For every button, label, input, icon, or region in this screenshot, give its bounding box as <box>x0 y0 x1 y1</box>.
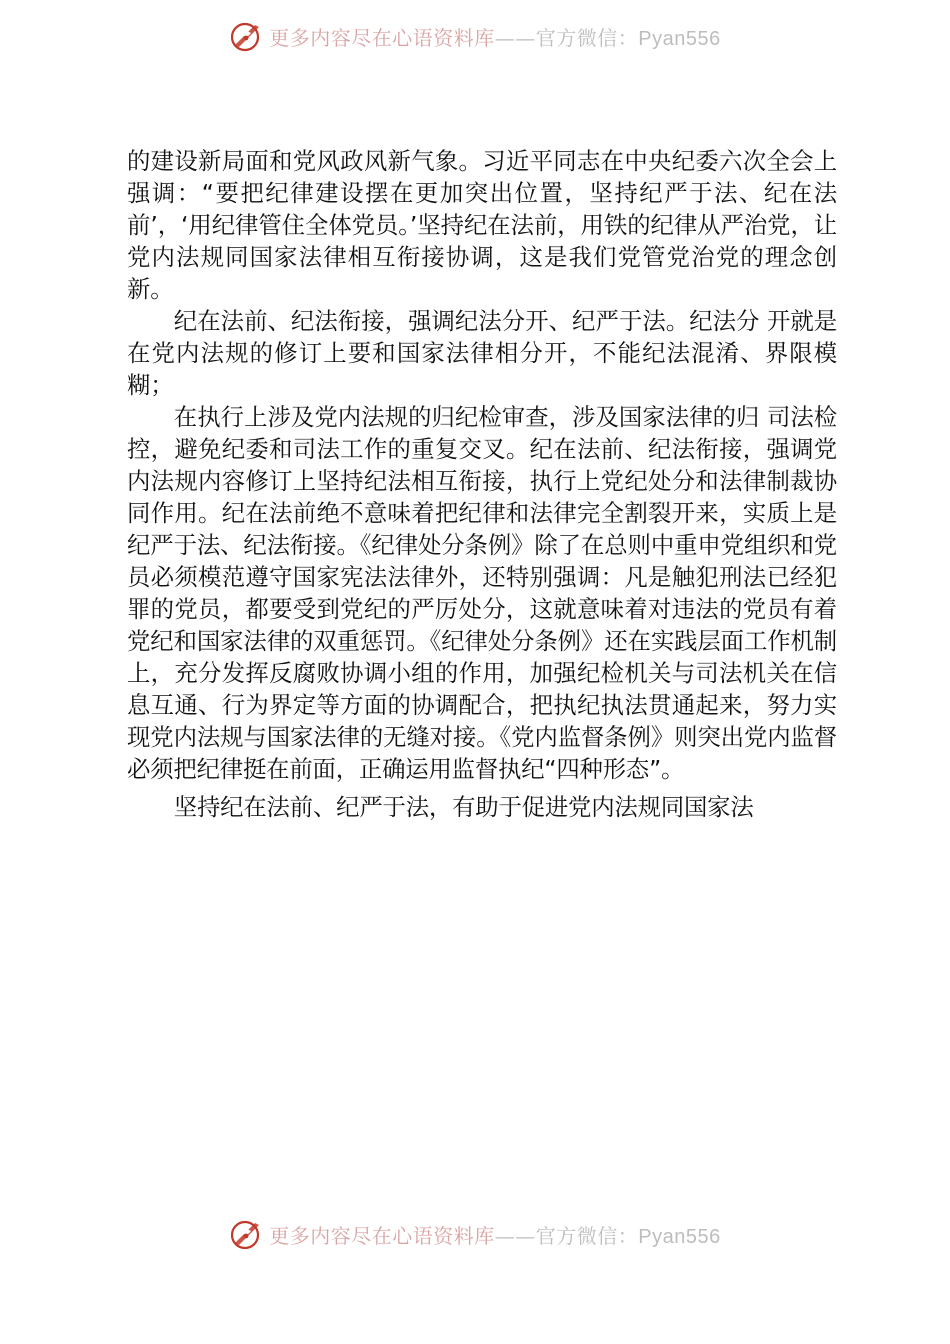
watermark-main: 更多内容尽在心语资料库 <box>269 1223 495 1248</box>
header-watermark <box>0 16 950 56</box>
watermark-text <box>269 1220 720 1249</box>
watermark-dash: —— <box>494 25 536 50</box>
paragraph-2: 纪在法前、纪法衔接，强调纪法分开、纪严于法。纪法分 开就是在党内法规的修订上要和国家法律相分开，不能纪法混淆、界限模糊； <box>127 307 837 399</box>
watermark-id: Pyan556 <box>638 1225 721 1248</box>
watermark-label: 官方微信： <box>535 1223 639 1248</box>
paragraph-3: 在执行上涉及党内法规的归纪检审查，涉及国家法律的归 司法检控，避免纪委和司法工作的重复交叉。纪在法前、纪法衔接，强调党内法规内容修订上坚持纪法相互衔接，执行上党纪处分和法律制裁协同作用。纪在法前绝不意味着把纪律和法律完全割裂开来，实质上是纪严于法、纪法衔接。《纪律处分条例》除了在总则中重申党组织和党员必须模范遵守国家宪法法律外，还特别强调：凡是触犯刑法已经犯罪的党员，都要受到党纪的严厉处分，这就意味着对违法的党员有着党纪和国家法律的双重惩罚。《纪律处分条例》还在实践层面工作机制上，充分发挥反腐败协调小组的作用，加强纪检机关与司法机关在信息互通、行为界定等方面的协调配合，把执纪执法贯通起来，努力实现党内法规与国家法律的无缝对接。《党内监督条例》则突出党内监督必须把纪律挺在前面，正确运用监督执纪“四种形态”。 <box>127 403 837 783</box>
watermark-id: Pyan556 <box>638 27 721 50</box>
paragraph-4: 坚持纪在法前、纪严于法，有助于促进党内法规同国家法 <box>173 793 754 821</box>
watermark-label: 官方微信： <box>535 25 639 50</box>
document-body <box>127 145 837 823</box>
pen-logo-icon <box>229 19 263 53</box>
pen-logo-icon <box>229 1217 263 1251</box>
paragraph-1: 的建设新局面和党风政风新气象。习近平同志在中央纪委六次全会上强调：“要把纪律建设摆在更加突出位置，坚持纪严于法、纪在法前’，‘用纪律管住全体党员。’坚持纪在法前，用铁的纪律从严治党，让党内法规同国家法律相互衔接协调，这是我们党管党治党的理念创新。 <box>127 147 837 303</box>
watermark-dash: —— <box>494 1223 536 1248</box>
watermark-main: 更多内容尽在心语资料库 <box>269 25 495 50</box>
watermark-text <box>269 22 720 51</box>
footer-watermark <box>0 1214 950 1254</box>
